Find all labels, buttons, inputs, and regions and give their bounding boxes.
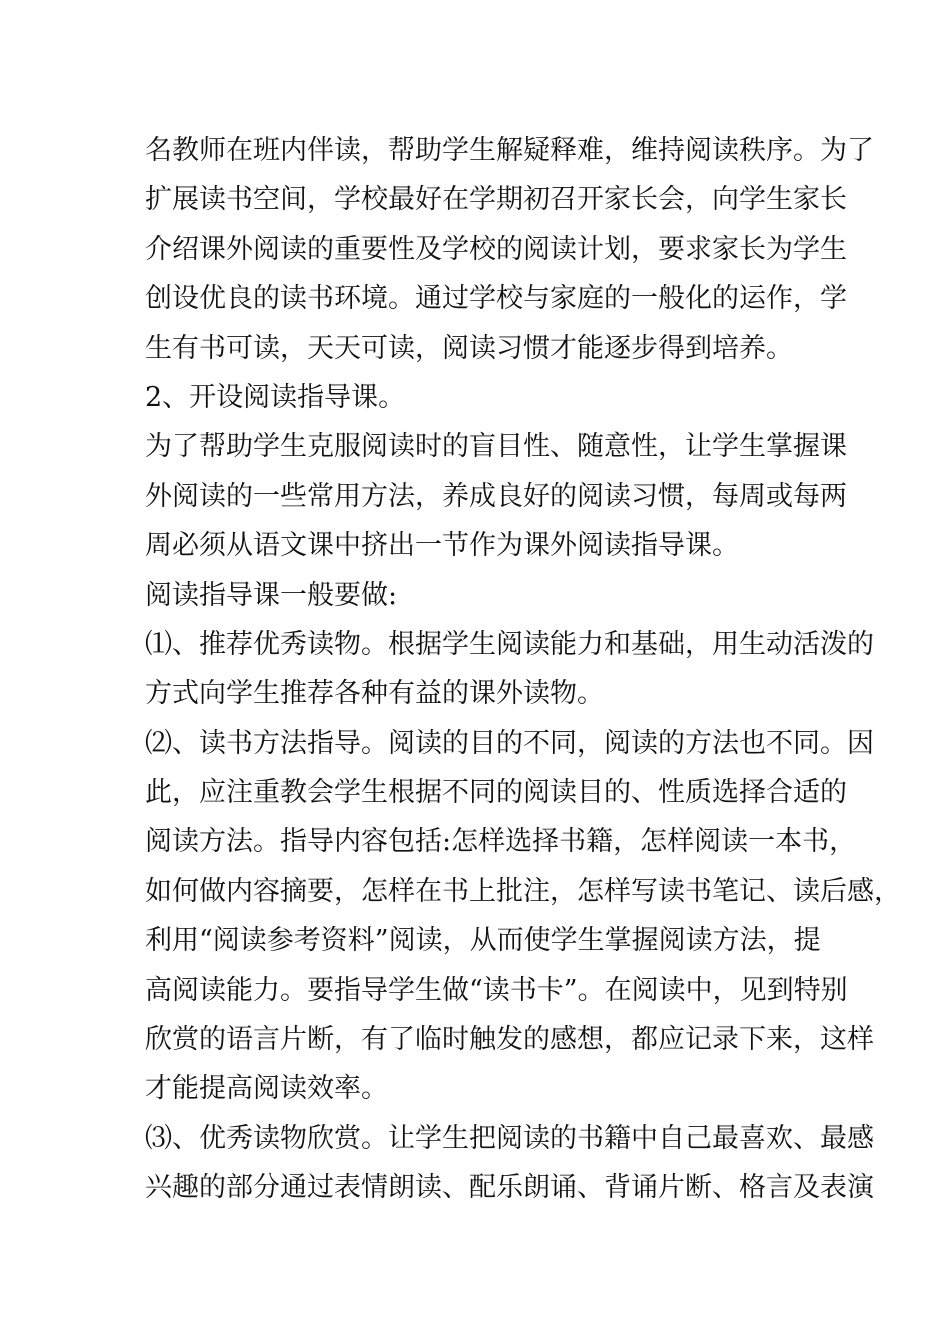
text-line: 名教师在班内伴读，帮助学生解疑释难，维持阅读秩序。为了	[145, 135, 874, 166]
list-item-line: ⑶、优秀读物欣赏。让学生把阅读的书籍中自己最喜欢、最感	[145, 1122, 874, 1154]
text-line: 介绍课外阅读的重要性及学校的阅读计划，要求家长为学生	[145, 233, 847, 265]
text-line: 扩展读书空间，学校最好在学期初召开家长会，向学生家长	[145, 184, 847, 216]
list-item-line: ⑴、推荐优秀读物。根据学生阅读能力和基础，用生动活泼的	[145, 628, 874, 660]
text-line: 周必须从语文课中挤出一节作为课外阅读指导课。	[145, 530, 739, 562]
list-item-line: 高阅读能力。要指导学生做“读书卡”。在阅读中，见到特别	[145, 974, 848, 1006]
section-heading: 2、开设阅读指导课。	[145, 381, 406, 413]
list-item-line: ⑵、读书方法指导。阅读的目的不同，阅读的方法也不同。因	[145, 727, 874, 759]
text-line: 外阅读的一些常用方法，养成良好的阅读习惯，每周或每两	[145, 480, 847, 512]
list-item-line: 利用“阅读参考资料”阅读，从而使学生掌握阅读方法，提	[145, 925, 821, 957]
list-item-line: 阅读方法。指导内容包括:怎样选择书籍，怎样阅读一本书，	[145, 826, 857, 858]
list-item-line: 才能提高阅读效率。	[145, 1073, 388, 1105]
document-body	[145, 126, 901, 1213]
text-line: 阅读指导课一般要做:	[145, 579, 398, 611]
text-line: 为了帮助学生克服阅读时的盲目性、随意性，让学生掌握课	[145, 431, 847, 463]
text-line: 生有书可读，天天可读，阅读习惯才能逐步得到培养。	[145, 332, 793, 364]
list-item-line: 此，应注重教会学生根据不同的阅读目的、性质选择合适的	[145, 777, 847, 809]
list-item-line: 兴趣的部分通过表情朗读、配乐朗诵、背诵片断、格言及表演	[145, 1172, 874, 1204]
text-line: 创设优良的读书环境。通过学校与家庭的一般化的运作，学	[145, 283, 847, 315]
list-item-line: 方式向学生推荐各种有益的课外读物。	[145, 678, 604, 710]
list-item-line: 欣赏的语言片断，有了临时触发的感想，都应记录下来，这样	[145, 1024, 874, 1056]
list-item-line: 如何做内容摘要，怎样在书上批注，怎样写读书笔记、读后感，	[145, 875, 901, 907]
